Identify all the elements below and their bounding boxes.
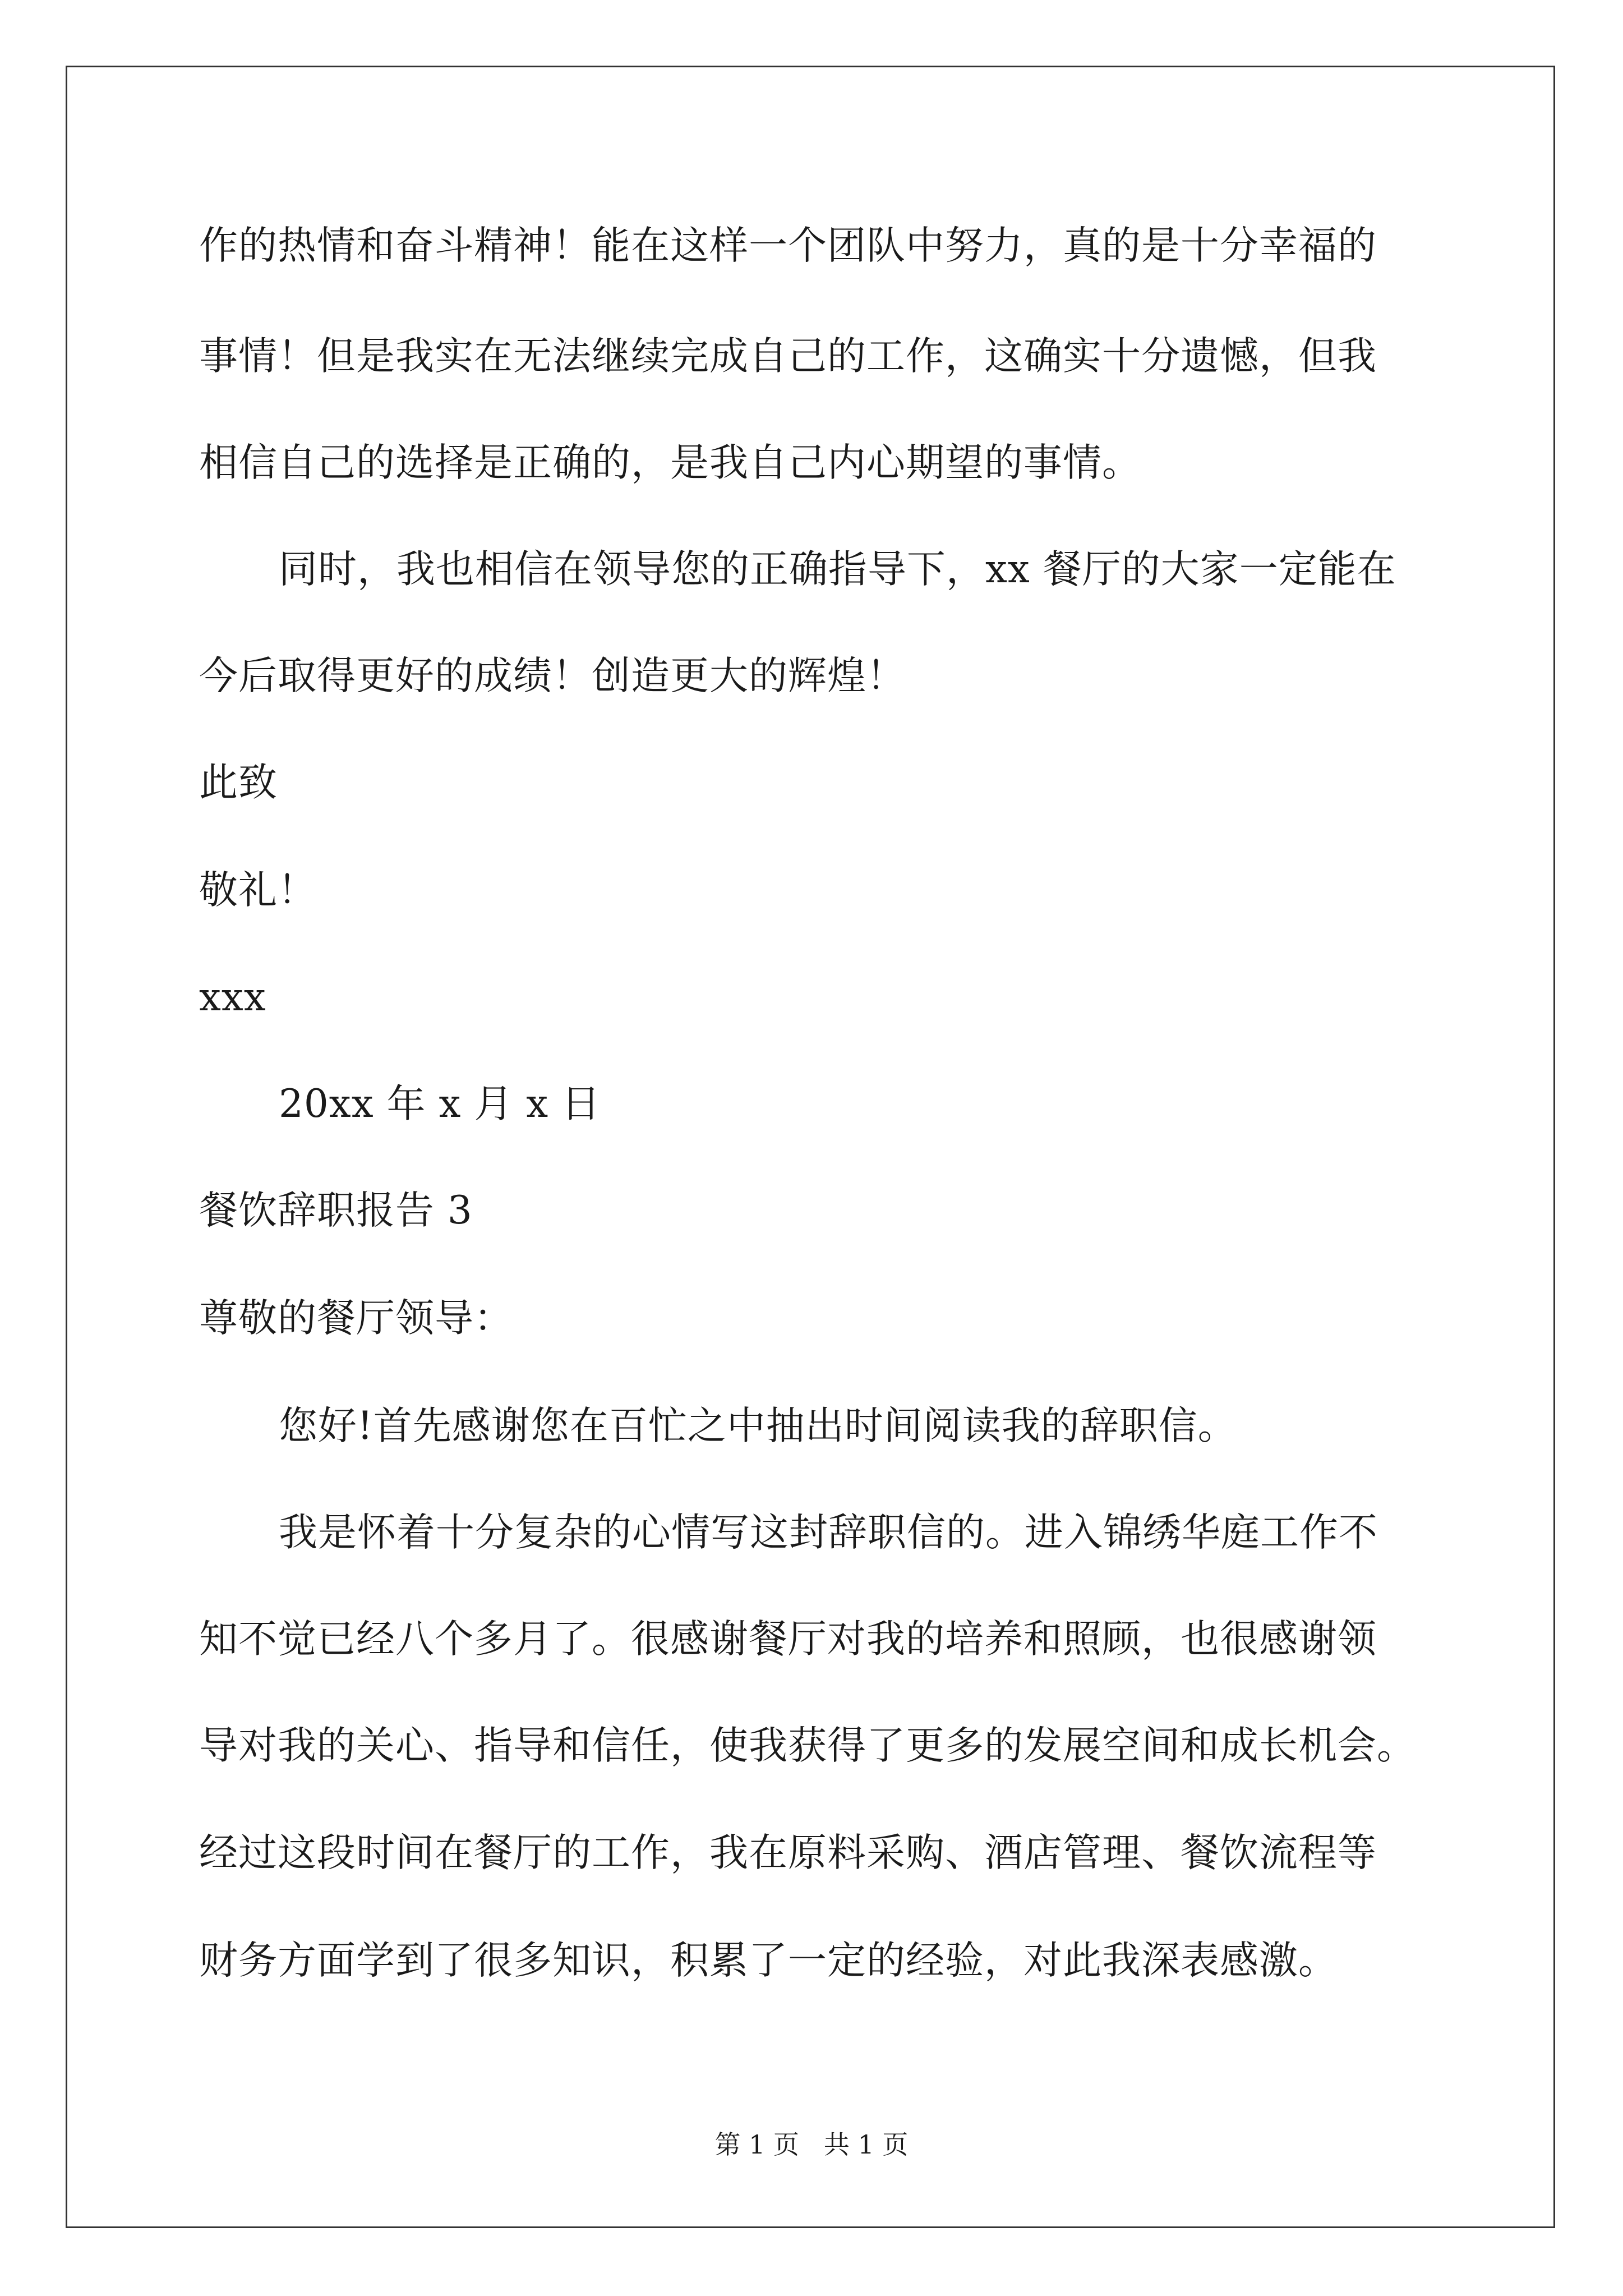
letter-date: 20xx 年 x 月 x 日 xyxy=(279,1082,601,1126)
body-line: 财务方面学到了很多知识，积累了一定的经验，对此我深表感激。 xyxy=(199,1938,1338,1983)
letter-greeting: 尊敬的餐厅领导： xyxy=(199,1296,513,1341)
body-line: 今后取得更好的成绩！创造更大的辉煌！ xyxy=(199,654,906,698)
page-number-footer: 第 1 页 共 1 页 xyxy=(714,2129,909,2160)
body-line: 相信自己的选择是正确的，是我自己内心期望的事情。 xyxy=(199,440,1141,485)
signature-name: xxx xyxy=(199,975,266,1020)
body-line: 知不觉已经八个多月了。很感谢餐厅对我的培养和照顾，也很感谢领 xyxy=(199,1617,1377,1662)
body-line: 同时，我也相信在领导您的正确指导下，xx 餐厅的大家一定能在 xyxy=(279,547,1396,592)
body-line: 经过这段时间在餐厅的工作，我在原料采购、酒店管理、餐饮流程等 xyxy=(199,1830,1377,1875)
section-title: 餐饮辞职报告 3 xyxy=(199,1188,473,1233)
page-border xyxy=(66,66,1555,2228)
closing-salutation: 此致 xyxy=(199,760,278,805)
body-line: 我是怀着十分复杂的心情写这封辞职信的。进入锦绣华庭工作不 xyxy=(279,1510,1378,1555)
body-line: 您好!首先感谢您在百忙之中抽出时间阅读我的辞职信。 xyxy=(279,1404,1237,1448)
body-line: 事情！但是我实在无法继续完成自己的工作，这确实十分遗憾，但我 xyxy=(199,334,1377,379)
body-line: 作的热情和奋斗精神！能在这样一个团队中努力，真的是十分幸福的 xyxy=(199,223,1377,268)
closing-regards: 敬礼！ xyxy=(199,868,317,913)
body-line: 导对我的关心、指导和信任，使我获得了更多的发展空间和成长机会。 xyxy=(199,1723,1416,1768)
